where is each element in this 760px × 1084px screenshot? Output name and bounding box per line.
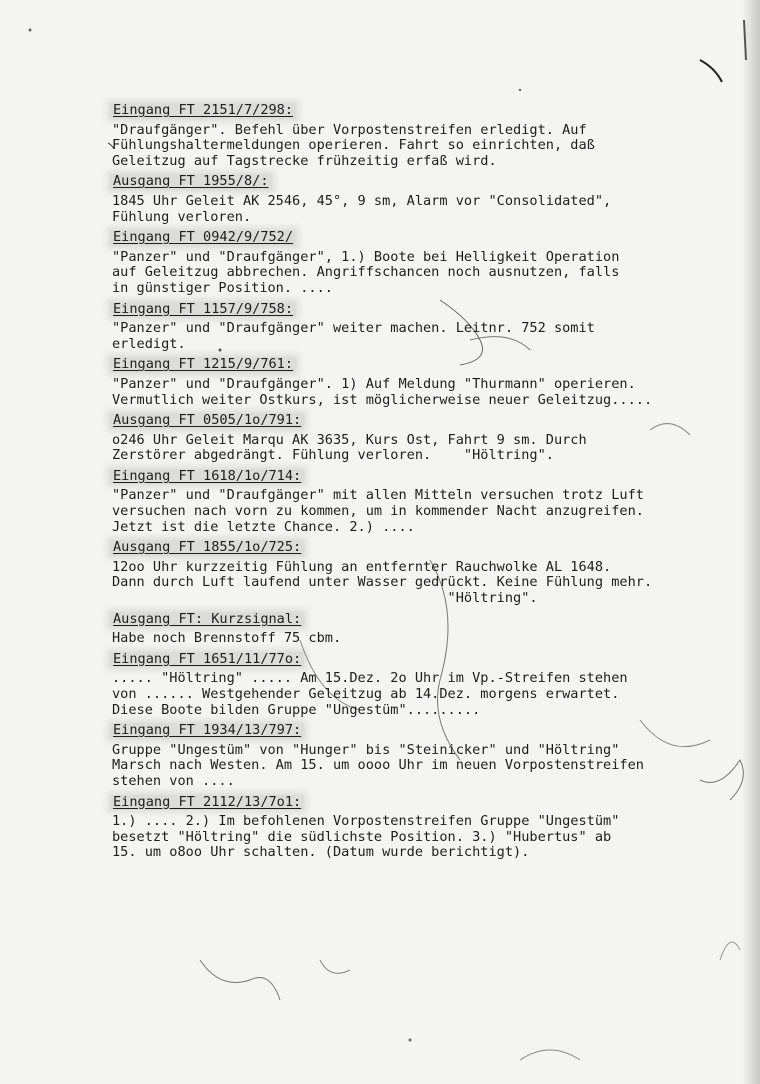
entry-text-line: Vermutlich weiter Ostkurs, ist möglicherweise neuer Geleitzug.....	[112, 391, 653, 408]
entry-text-line: "Panzer" und "Draufgänger". 1) Auf Meldung "Thurmann" operieren.	[112, 375, 636, 392]
entry-text-line: "Höltring".	[112, 590, 538, 607]
entry-heading: Ausgang FT 1855/1o/725:	[110, 540, 304, 556]
entry-heading: Eingang FT 1157/9/758:	[110, 302, 296, 318]
entry-text-line: Gruppe "Ungestüm" von "Hunger" bis "Steinicker" und "Höltring"	[112, 741, 620, 758]
entry-text-line: 15. um o8oo Uhr schalten. (Datum wurde berichtigt).	[112, 844, 530, 861]
entry-text-line: Diese Boote bilden Gruppe "Ungestüm".........	[112, 701, 481, 718]
entry-text-line: 12oo Uhr kurzzeitig Fühlung an entfernter Rauchwolke AL 1648.	[112, 558, 612, 575]
entry-text-line: stehen von ....	[112, 772, 235, 789]
entry-text-line: 1.) .... 2.) Im befohlenen Vorpostenstreifen Gruppe "Ungestüm"	[112, 813, 620, 830]
log-entry	[112, 103, 748, 169]
log-entry	[112, 723, 748, 789]
entry-text-line: besetzt "Höltring" die südlichste Position. 3.) "Hubertus" ab	[112, 828, 612, 845]
entry-text-line: versuchen nach vorn zu kommen, um in kommender Nacht anzugreifen.	[112, 503, 644, 520]
entry-text-line: 1845 Uhr Geleit AK 2546, 45°, 9 sm, Alarm vor "Consolidated",	[112, 192, 612, 209]
entry-text-line: Fühlungshaltermeldungen operieren. Fahrt so einrichten, daß	[112, 137, 595, 154]
entry-heading: Eingang FT 1651/11/77o:	[110, 652, 304, 668]
entry-text-line: "Draufgänger". Befehl über Vorpostenstreifen erledigt. Auf	[112, 121, 587, 138]
entry-text-line: in günstiger Position. ....	[112, 279, 333, 296]
entry-text-line: Dann durch Luft laufend unter Wasser gedrückt. Keine Fühlung mehr.	[112, 574, 653, 591]
entry-text-line: Fühlung verloren.	[112, 208, 252, 225]
entry-heading: Eingang FT 1215/9/761:	[110, 357, 296, 373]
teletype-log	[112, 103, 748, 866]
log-entry	[112, 413, 748, 464]
entry-text-line: ..... "Höltring" ..... Am 15.Dez. 2o Uhr im Vp.-Streifen stehen	[112, 670, 628, 687]
log-entry	[112, 357, 748, 408]
log-entry	[112, 540, 748, 606]
entry-heading: Ausgang FT 0505/1o/791:	[110, 413, 304, 429]
entry-text-line: Marsch nach Westen. Am 15. um oooo Uhr im neuen Vorpostenstreifen	[112, 757, 644, 774]
entry-text-line: "Panzer" und "Draufgänger" weiter machen. Leitnr. 752 somit	[112, 320, 595, 337]
entry-text-line: auf Geleitzug abbrechen. Angriffschancen noch ausnutzen, falls	[112, 264, 620, 281]
entry-heading: Ausgang FT 1955/8/:	[110, 174, 272, 190]
entry-heading: Eingang FT 2112/13/7o1:	[110, 795, 304, 811]
entry-heading: Eingang FT 1934/13/797:	[110, 723, 304, 739]
entry-text-line: Jetzt ist die letzte Chance. 2.) ....	[112, 518, 415, 535]
log-entry	[112, 612, 748, 647]
entry-text-line: "Panzer" und "Draufgänger", 1.) Boote bei Helligkeit Operation	[112, 248, 620, 265]
log-entry	[112, 230, 748, 296]
entry-heading: Ausgang FT: Kurzsignal:	[110, 612, 304, 628]
log-entry	[112, 469, 748, 535]
log-entry	[112, 174, 748, 225]
entry-text-line: erledigt.	[112, 335, 186, 352]
entry-text-line: Habe noch Brennstoff 75 cbm.	[112, 630, 342, 647]
entry-heading: Eingang FT 2151/7/298:	[110, 103, 296, 119]
log-entry	[112, 795, 748, 861]
entry-text-line: von ...... Westgehender Geleitzug ab 14.Dez. morgens erwartet.	[112, 686, 620, 702]
entry-heading: Eingang FT 1618/1o/714:	[110, 469, 304, 485]
log-entry	[112, 652, 748, 718]
entry-text-line: o246 Uhr Geleit Marqu AK 3635, Kurs Ost, Fahrt 9 sm. Durch	[112, 431, 587, 448]
entry-text-line: Zerstörer abgedrängt. Fühlung verloren. "Höltring".	[112, 447, 554, 464]
entry-text-line: "Panzer" und "Draufgänger" mit allen Mitteln versuchen trotz Luft	[112, 487, 644, 504]
log-entry	[112, 302, 748, 353]
entry-text-line: Geleitzug auf Tagstrecke frühzeitig erfaß wird.	[112, 152, 497, 169]
entry-heading: Eingang FT 0942/9/752/	[110, 230, 296, 246]
